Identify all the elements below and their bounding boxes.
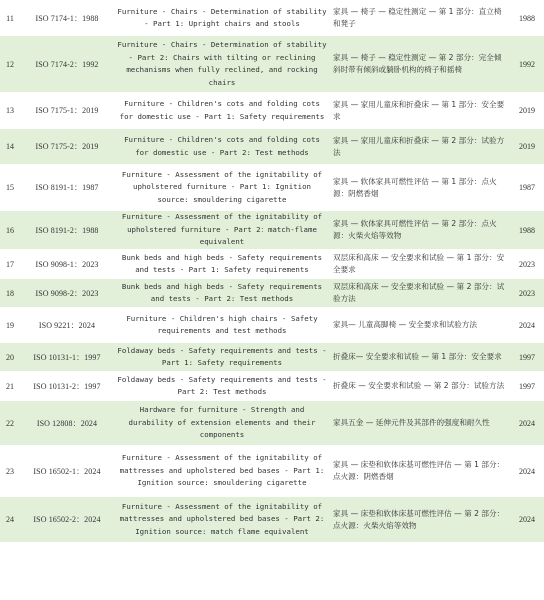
chinese-title-cell: 折叠床— 安全要求和试验 — 第 1 部分：安全要求 — [330, 343, 510, 372]
year-cell: 2023 — [510, 279, 544, 308]
chinese-title-cell: 家具— 儿童高脚椅 — 安全要求和试验方法 — [330, 308, 510, 343]
row-number-cell: 12 — [0, 36, 20, 93]
standard-number-cell: ISO 9098-2：2023 — [20, 279, 114, 308]
standard-number-cell: ISO 9098-1：2023 — [20, 250, 114, 279]
table-row — [0, 93, 544, 129]
year-cell: 2024 — [510, 497, 544, 543]
chinese-title-cell: 家具 — 家用儿童床和折叠床 — 第 2 部分：试验方法 — [330, 129, 510, 165]
row-number-cell: 14 — [0, 129, 20, 165]
chinese-title-cell: 家具 — 床垫和软体床基可燃性评估 — 第 2 部分：点火源：火柴火焰等效物 — [330, 497, 510, 543]
year-cell: 1988 — [510, 211, 544, 250]
standard-number-cell: ISO 7174-2：1992 — [20, 36, 114, 93]
standard-number-cell: ISO 10131-2：1997 — [20, 372, 114, 401]
row-number-cell: 20 — [0, 343, 20, 372]
table-row — [0, 401, 544, 446]
chinese-title-cell: 家具 — 椅子 — 稳定性测定 — 第 1 部分：直立椅和凳子 — [330, 1, 510, 36]
year-cell: 1997 — [510, 372, 544, 401]
row-number-cell: 17 — [0, 250, 20, 279]
chinese-title-cell: 双层床和高床 — 安全要求和试验 — 第 1 部分：安全要求 — [330, 250, 510, 279]
english-title-cell: Furniture - Children's cots and folding cots for domestic use - Part 2: Test methods — [114, 129, 330, 165]
table-row — [0, 446, 544, 497]
year-cell: 1992 — [510, 36, 544, 93]
standard-number-cell: ISO 7174-1：1988 — [20, 1, 114, 36]
table-row — [0, 343, 544, 372]
year-cell: 2024 — [510, 308, 544, 343]
standards-table-body — [0, 1, 544, 543]
chinese-title-cell: 家具 — 家用儿童床和折叠床 — 第 1 部分：安全要求 — [330, 93, 510, 129]
row-number-cell: 23 — [0, 446, 20, 497]
chinese-title-cell: 家具五金 — 延伸元件及其部件的强度和耐久性 — [330, 401, 510, 446]
row-number-cell: 16 — [0, 211, 20, 250]
year-cell: 2019 — [510, 129, 544, 165]
year-cell: 1987 — [510, 165, 544, 211]
chinese-title-cell: 家具 — 软体家具可燃性评估 — 第 2 部分：点火源：火柴火焰等效物 — [330, 211, 510, 250]
row-number-cell: 15 — [0, 165, 20, 211]
row-number-cell: 13 — [0, 93, 20, 129]
chinese-title-cell: 家具 — 床垫和软体床基可燃性评估 — 第 1 部分：点火源：阴燃香烟 — [330, 446, 510, 497]
english-title-cell: Furniture - Assessment of the ignitability of mattresses and upholstered bed bases - Part 1: Ignition source: smouldering cigarette — [114, 446, 330, 497]
standard-number-cell: ISO 9221：2024 — [20, 308, 114, 343]
standard-number-cell: ISO 16502-1：2024 — [20, 446, 114, 497]
chinese-title-cell: 折叠床 — 安全要求和试验 — 第 2 部分：试验方法 — [330, 372, 510, 401]
table-row — [0, 1, 544, 36]
english-title-cell: Furniture - Assessment of the ignitability of upholstered furniture - Part 1: Ignition source: smouldering cigarette — [114, 165, 330, 211]
table-row — [0, 211, 544, 250]
row-number-cell: 22 — [0, 401, 20, 446]
year-cell: 1997 — [510, 343, 544, 372]
standard-number-cell: ISO 10131-1：1997 — [20, 343, 114, 372]
english-title-cell: Furniture - Assessment of the ignitability of upholstered furniture - Part 2：match-flame equivalent — [114, 211, 330, 250]
english-title-cell: Furniture - Chairs - Determination of stability - Part 1: Upright chairs and stools — [114, 1, 330, 36]
table-row — [0, 497, 544, 543]
chinese-title-cell: 家具 — 椅子 — 稳定性测定 — 第 2 部分：完全倾斜时带有倾斜或躺卧机构的椅子和摇椅 — [330, 36, 510, 93]
english-title-cell: Furniture - Children's cots and folding cots for domestic use - Part 1: Safety requirements — [114, 93, 330, 129]
standard-number-cell: ISO 8191-1：1987 — [20, 165, 114, 211]
english-title-cell: Furniture - Chairs - Determination of stability - Part 2: Chairs with tilting or reclining mechanisms when fully reclined, and rocking chairs — [114, 36, 330, 93]
english-title-cell: Hardware for furniture - Strength and durability of extension elements and their components — [114, 401, 330, 446]
row-number-cell: 21 — [0, 372, 20, 401]
table-row — [0, 129, 544, 165]
english-title-cell: Bunk beds and high beds - Safety requirements and tests - Part 1: Safety requirements — [114, 250, 330, 279]
row-number-cell: 11 — [0, 1, 20, 36]
standard-number-cell: ISO 7175-2：2019 — [20, 129, 114, 165]
year-cell: 2024 — [510, 401, 544, 446]
table-row — [0, 372, 544, 401]
chinese-title-cell: 家具 — 软体家具可燃性评估 — 第 1 部分：点火源：阴燃香烟 — [330, 165, 510, 211]
english-title-cell: Furniture - Children's high chairs - Safety requirements and test methods — [114, 308, 330, 343]
table-row — [0, 36, 544, 93]
english-title-cell: Bunk beds and high beds - Safety requirements and tests - Part 2: Test methods — [114, 279, 330, 308]
year-cell: 2024 — [510, 446, 544, 497]
row-number-cell: 19 — [0, 308, 20, 343]
table-row — [0, 250, 544, 279]
chinese-title-cell: 双层床和高床 — 安全要求和试验 — 第 2 部分：试验方法 — [330, 279, 510, 308]
year-cell: 2019 — [510, 93, 544, 129]
year-cell: 1988 — [510, 1, 544, 36]
table-row — [0, 308, 544, 343]
table-row — [0, 165, 544, 211]
row-number-cell: 18 — [0, 279, 20, 308]
english-title-cell: Furniture - Assessment of the ignitability of mattresses and upholstered bed bases - Part 2: Ignition source: match flame equivalent — [114, 497, 330, 543]
year-cell: 2023 — [510, 250, 544, 279]
standard-number-cell: ISO 7175-1：2019 — [20, 93, 114, 129]
english-title-cell: Foldaway beds - Safety requirements and tests - Part 2: Test methods — [114, 372, 330, 401]
standard-number-cell: ISO 8191-2：1988 — [20, 211, 114, 250]
english-title-cell: Foldaway beds - Safety requirements and tests - Part 1: Safety requirements — [114, 343, 330, 372]
standard-number-cell: ISO 12808：2024 — [20, 401, 114, 446]
standard-number-cell: ISO 16502-2：2024 — [20, 497, 114, 543]
table-row — [0, 279, 544, 308]
row-number-cell: 24 — [0, 497, 20, 543]
